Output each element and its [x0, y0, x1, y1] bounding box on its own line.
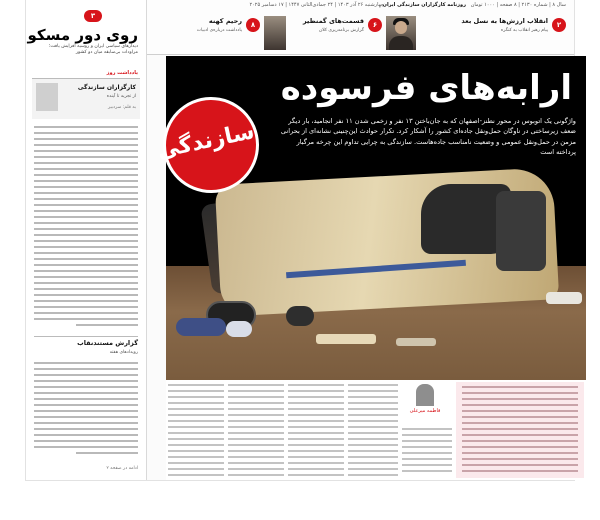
- teaser-leader[interactable]: [386, 14, 566, 52]
- note-title: کارگزاران سازندگی: [77, 84, 136, 91]
- main-lede: واژگونی یک اتوبوس در محور نطنز-اصفهان که به جان‌باختن ۱۳ نفر و زخمی شدن ۱۱ نفر انجامید، بار دیگر ضعف زیرساختی در ناوگان حمل‌ونقل جاده‌ای کشور را آشکار کرد. تکرار حوادث این‌چنینی نشانه‌ای از بحرانی مزمن در حمل‌ونقل عمومی و وضعیت نامناسب جاده‌هاست. سازندگی به چرایی تداوم این چرخه مرگبار پرداخته است: [280, 117, 576, 157]
- opinion-box[interactable]: [32, 78, 140, 119]
- face-shape: [395, 21, 407, 34]
- date-line: چهارشنبه ۲۶ آذر ۱۴۰۳ | ۲۴ جمادی‌الثانی ۱۴۴۷ | ۱۷ دسامبر ۲۰۲۵: [249, 2, 384, 8]
- robe-shape: [389, 36, 413, 50]
- left-body-text: [34, 126, 138, 330]
- badge-text: سازندگی: [155, 119, 257, 164]
- report-headline[interactable]: گزارش مستند‌نقاب: [34, 336, 138, 347]
- article-column: [168, 384, 224, 476]
- issue-line: سال ۸ | شماره ۲۱۳۰ | ۸ صفحه | ۱۰۰۰ تومان: [470, 2, 566, 8]
- author-photo: [416, 384, 434, 406]
- note-label: یادداشت روز: [106, 70, 138, 76]
- main-photo[interactable]: [155, 56, 586, 380]
- teaser-subtitle: پیام رهبر انقلاب به کنگره: [500, 28, 548, 33]
- author-byline[interactable]: [402, 384, 448, 424]
- paper-name: روزنامه کارگزاران سازندگی ایران: [382, 2, 466, 8]
- teaser-number: ۶: [368, 18, 382, 32]
- highlight-column: [456, 382, 584, 478]
- teaser-second[interactable]: [264, 14, 382, 52]
- bus-door: [496, 191, 546, 271]
- teaser-third[interactable]: [152, 14, 260, 52]
- author-name: فاطمه میرعلی: [409, 408, 441, 414]
- teaser-subtitle: گزارش برنامه‌ریزی کلان: [318, 28, 364, 33]
- tire: [286, 306, 314, 326]
- teaser-headline: انقلاب ارزش‌ها به نسل بعد: [461, 17, 548, 25]
- teaser-headline: قسمت‌های گمنظیر: [302, 17, 364, 25]
- left-headline[interactable]: روی دور مسکو: [27, 26, 138, 44]
- left-column: [26, 0, 147, 480]
- highlight-text: [462, 386, 578, 478]
- teaser-headline: رحیم کهنه: [208, 17, 242, 25]
- scattered-debris: [316, 334, 376, 344]
- white-debris: [226, 321, 252, 337]
- report-subtitle: رویدادهای هفته: [109, 350, 138, 355]
- article-column: [402, 428, 452, 520]
- author-photo: [36, 83, 58, 111]
- scattered-debris: [396, 338, 436, 346]
- newspaper-page: [26, 0, 574, 480]
- article-column: [228, 384, 284, 476]
- teaser-number: ۲: [552, 18, 566, 32]
- report-body-text: [34, 362, 138, 458]
- article-column: [288, 384, 344, 476]
- bottom-articles: [166, 380, 586, 480]
- scattered-debris: [546, 292, 582, 304]
- left-subtitle: دیدارهای سیاسی ایران و روسیه افزایش یافت؛ مراودات بی‌سابقه میان دو کشور: [48, 44, 138, 56]
- main-headline[interactable]: ارابه‌های فرسوده: [280, 68, 572, 108]
- teaser-subtitle: یادداشت درباره‌ی ادبیات: [196, 28, 242, 33]
- blue-bag-debris: [176, 318, 226, 336]
- article-column: [348, 384, 398, 476]
- leader-portrait: [386, 16, 416, 50]
- left-page-number: ۳: [84, 10, 102, 22]
- teaser-number: ۸: [246, 18, 260, 32]
- continued-note: ادامه در صفحه ۲: [106, 466, 138, 471]
- note-subtitle: از تجربه تا آینده: [106, 94, 136, 99]
- teaser-thumbnail: [264, 16, 286, 50]
- note-author: به قلم: سردبیر: [107, 105, 136, 110]
